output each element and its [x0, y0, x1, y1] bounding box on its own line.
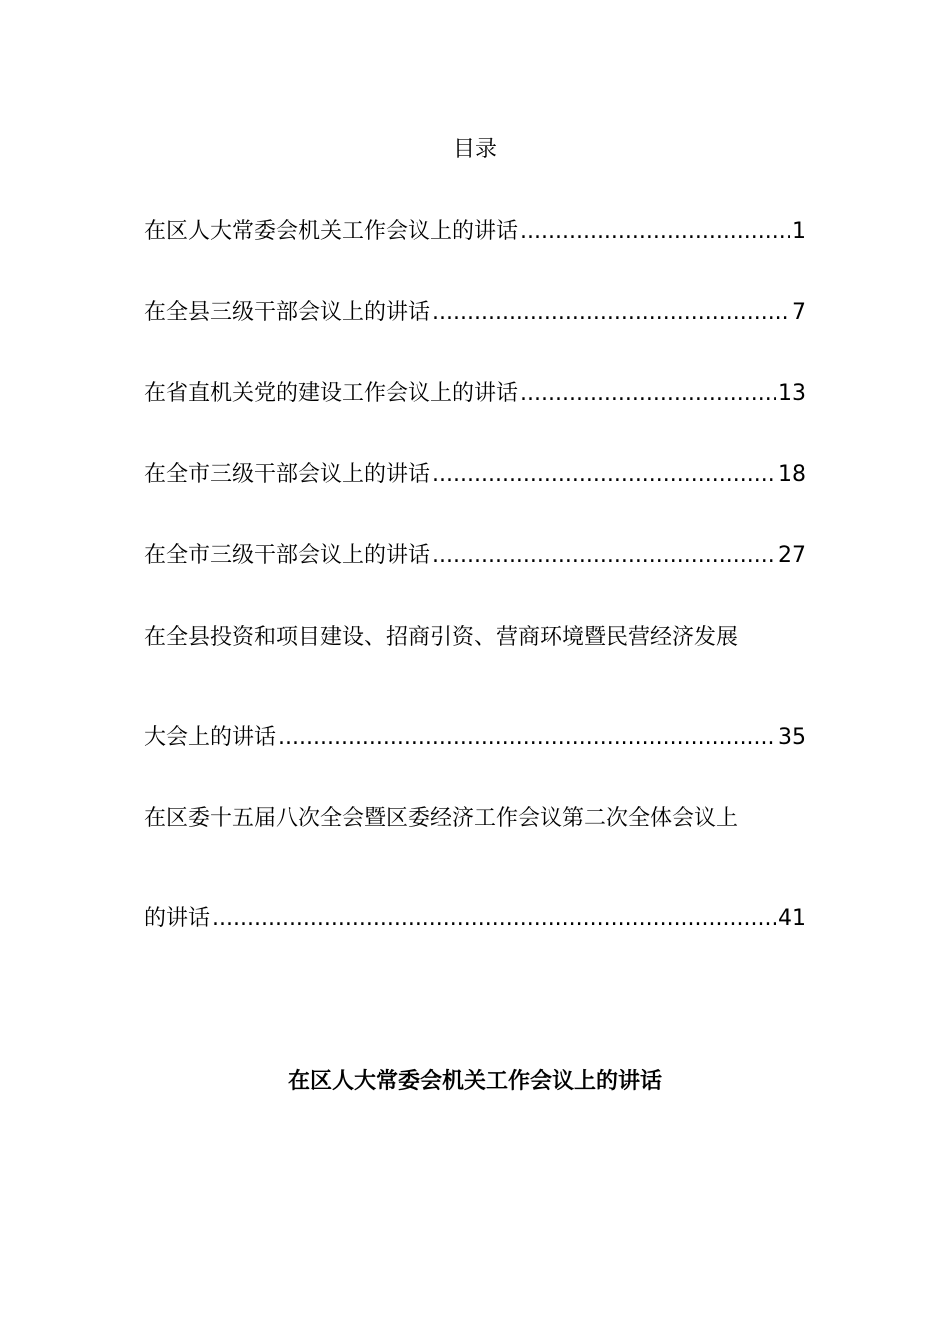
toc-entry[interactable]: [144, 376, 806, 412]
toc-entry-page: 1: [792, 219, 806, 244]
toc-entry-title: 在全市三级干部会议上的讲话: [144, 462, 431, 487]
toc-entry-title: 在区人大常委会机关工作会议上的讲话: [144, 219, 519, 244]
toc-entry-line2[interactable]: [144, 720, 806, 756]
toc-leader-dots: [278, 720, 776, 756]
toc-entry-page: 27: [778, 543, 806, 568]
toc-entry[interactable]: [144, 295, 806, 331]
toc-entry-title: 在区委十五届八次全会暨区委经济工作会议第二次全体会议上: [144, 806, 739, 831]
toc-entry-line1[interactable]: [144, 620, 806, 656]
toc-leader-dots: [432, 538, 776, 574]
toc-entry-page: 13: [778, 381, 806, 406]
toc-leader-dots: [432, 295, 790, 331]
toc-entry-line1[interactable]: [144, 801, 806, 837]
toc-entry-page: 35: [778, 725, 806, 750]
toc-title: 目录: [452, 137, 497, 162]
toc-entry-page: 18: [778, 462, 806, 487]
toc-entry-title-continued: 大会上的讲话: [144, 725, 277, 750]
toc-entry-page: 7: [792, 300, 806, 325]
toc-leader-dots: [212, 901, 776, 937]
toc-entry-title-continued: 的讲话: [144, 906, 211, 931]
toc-entry[interactable]: [144, 214, 806, 250]
toc-leader-dots: [432, 457, 776, 493]
toc-entry-line2[interactable]: [144, 901, 806, 937]
toc-entry[interactable]: [144, 457, 806, 493]
toc-entry[interactable]: [144, 538, 806, 574]
toc-entry-page: 41: [778, 906, 806, 931]
toc-entry-title: 在省直机关党的建设工作会议上的讲话: [144, 381, 519, 406]
toc-leader-dots: [520, 214, 790, 250]
toc-leader-dots: [520, 376, 776, 412]
section-heading: 在区人大常委会机关工作会议上的讲话: [287, 1069, 662, 1094]
toc-entry-title: 在全县三级干部会议上的讲话: [144, 300, 431, 325]
toc-entry-title: 在全县投资和项目建设、招商引资、营商环境暨民营经济发展: [144, 625, 739, 650]
toc-entry-title: 在全市三级干部会议上的讲话: [144, 543, 431, 568]
